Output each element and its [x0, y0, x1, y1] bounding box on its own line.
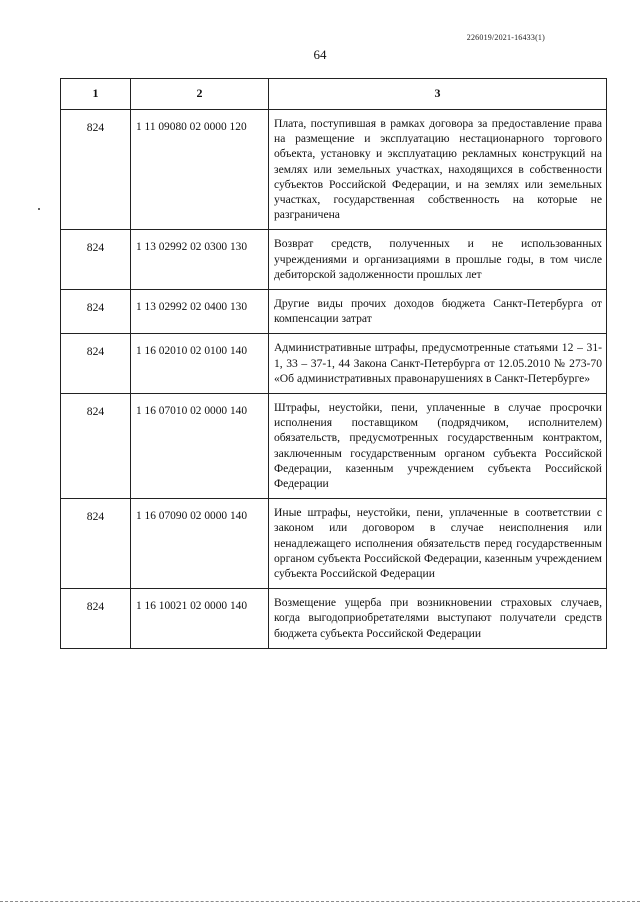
admin-code-cell: 824 — [61, 230, 131, 290]
admin-code-cell: 824 — [61, 290, 131, 334]
description-cell — [269, 290, 607, 334]
description-cell — [269, 589, 607, 649]
table-row — [61, 589, 607, 649]
table-row — [61, 290, 607, 334]
description-cell — [269, 394, 607, 499]
kbk-code-cell: 1 13 02992 02 0400 130 — [131, 290, 269, 334]
table-row — [61, 394, 607, 499]
kbk-code-cell: 1 16 07010 02 0000 140 — [131, 394, 269, 499]
table-row — [61, 110, 607, 230]
kbk-code-cell: 1 13 02992 02 0300 130 — [131, 230, 269, 290]
kbk-code-cell: 1 16 02010 02 0100 140 — [131, 334, 269, 394]
description-cell — [269, 334, 607, 394]
description-text: Штрафы, неустойки, пени, уплаченные в случае просрочки исполнения поставщиком (подрядчиком, исполнителем) обязательств, предусмотренных государственным контрактом, заключенным государственным органом субъекта Российской Федерации, казенным учреждением субъекта Российской Федерации — [274, 401, 602, 491]
admin-code-cell: 824 — [61, 394, 131, 499]
budget-revenue-table — [60, 78, 607, 649]
admin-code-cell: 824 — [61, 110, 131, 230]
kbk-code-cell: 1 16 10021 02 0000 140 — [131, 589, 269, 649]
column-header-3: 3 — [269, 79, 607, 110]
column-header-1: 1 — [61, 79, 131, 110]
description-cell — [269, 110, 607, 230]
description-text: Возврат средств, полученных и не использованных учреждениями и организациями в прошлые годы, в том числе дебиторской задолженности прошлых лет — [274, 237, 602, 281]
description-text: Иные штрафы, неустойки, пени, уплаченные в соответствии с законом или договором в случае неисполнения или ненадлежащего исполнения обязательств перед государственным органом субъекта Российской Федерации, казенным учреждением субъекта Российской Федерации — [274, 506, 602, 581]
document-registration-number: 226019/2021-16433(1) — [466, 33, 545, 42]
table-row — [61, 230, 607, 290]
description-cell — [269, 230, 607, 290]
admin-code-cell: 824 — [61, 589, 131, 649]
scan-bottom-edge — [0, 901, 640, 902]
description-cell — [269, 499, 607, 589]
kbk-code-cell: 1 11 09080 02 0000 120 — [131, 110, 269, 230]
description-text: Административные штрафы, предусмотренные статьями 12 – 31-1, 33 – 37-1, 44 Закона Санкт-Петербурга от 12.05.2010 № 273-70 «Об административных правонарушениях в Санкт-Петербурге» — [274, 341, 602, 385]
admin-code-cell: 824 — [61, 334, 131, 394]
description-text: Другие виды прочих доходов бюджета Санкт-Петербурга от компенсации затрат — [274, 297, 602, 326]
scan-speck — [38, 208, 40, 210]
admin-code-cell: 824 — [61, 499, 131, 589]
description-text: Плата, поступившая в рамках договора за предоставление права на размещение и эксплуатацию нестационарного торгового объекта, установку и эксплуатацию рекламных конструкций на землях или земельных участках, находящихся в собственности субъектов Российской Федерации, и на землях или земельных участках, государственная собственность на которые не разграничена — [274, 117, 602, 222]
kbk-code-cell: 1 16 07090 02 0000 140 — [131, 499, 269, 589]
table-header-row — [61, 79, 607, 110]
table-row — [61, 499, 607, 589]
table-row — [61, 334, 607, 394]
page-number: 64 — [313, 47, 327, 62]
column-header-2: 2 — [131, 79, 269, 110]
description-text: Возмещение ущерба при возникновении страховых случаев, когда выгодоприобретателями выступают получатели средств бюджета субъекта Российской Федерации — [274, 596, 602, 640]
